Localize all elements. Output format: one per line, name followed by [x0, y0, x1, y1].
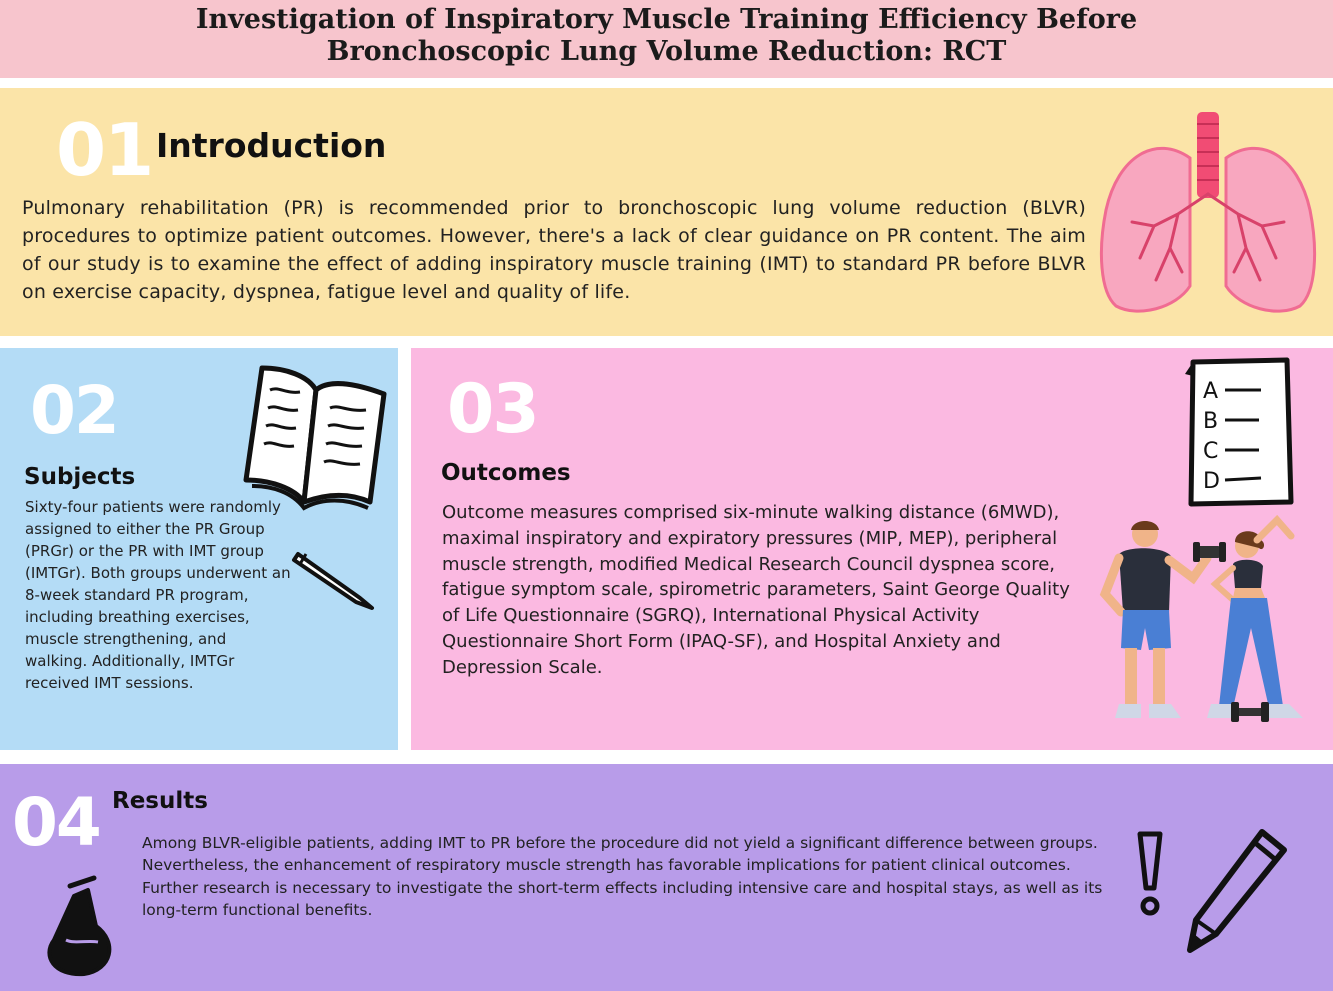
flask-icon	[40, 878, 120, 978]
exercising-people-illustration	[1097, 518, 1319, 728]
lungs-icon	[1096, 110, 1320, 318]
title-line-1: Investigation of Inspiratory Muscle Training Efficiency Before	[195, 4, 1138, 35]
section-number: 03	[447, 370, 538, 449]
checklist-letter: A	[1203, 379, 1219, 404]
title-banner	[0, 0, 1333, 78]
exclamation-icon	[1134, 830, 1166, 920]
pencil-icon	[1184, 826, 1288, 956]
checklist-letter: C	[1203, 439, 1219, 464]
section-number: 04	[12, 784, 100, 861]
pen-icon	[292, 546, 374, 610]
section-heading: Introduction	[156, 126, 387, 165]
title-line-2: Bronchoscopic Lung Volume Reduction: RCT	[326, 36, 1007, 67]
results-section	[0, 764, 1333, 991]
section-heading: Subjects	[24, 464, 136, 490]
introduction-text: Pulmonary rehabilitation (PR) is recommended prior to bronchoscopic lung volume reduction (BLVR) procedures to optimize patient outcomes. However, there's a lack of clear guidance on PR content. The aim of our study is to examine the effect of adding inspiratory muscle training (IMT) to standard PR before BLVR on exercise capacity, dyspnea, fatigue level and quality of life.	[22, 197, 1086, 303]
introduction-section	[0, 88, 1333, 336]
subjects-section	[0, 348, 398, 750]
outcomes-section	[411, 348, 1333, 750]
section-number: 02	[30, 372, 118, 449]
poster-title	[0, 4, 1333, 68]
section-heading: Outcomes	[441, 460, 571, 486]
section-heading: Results	[112, 788, 208, 814]
section-number: 01	[56, 108, 153, 192]
subjects-text: Sixty-four patients were randomly assigned to either the PR Group (PRGr) or the PR with IMT group (IMTGr). Both groups underwent an 8-week standard PR program, including breathing exercises, muscle strengthening, and walking. Additionally, IMTGr received IMT sessions.	[25, 498, 291, 692]
checklist-icon	[1179, 356, 1297, 508]
checklist-letter: B	[1203, 409, 1219, 434]
open-book-icon	[242, 362, 388, 508]
checklist-letter: D	[1203, 469, 1220, 494]
outcomes-text: Outcome measures comprised six-minute walking distance (6MWD), maximal inspiratory and expiratory pressures (MIP, MEP), peripheral muscle strength, modified Medical Research Council dyspnea score, fatigue symptom scale, spirometric parameters, Saint George Quality of Life Questionnaire (SGRQ), International Physical Activity Questionnaire Short Form (IPAQ-SF), and Hospital Anxiety and Depression Scale.	[442, 502, 1070, 678]
results-text: Among BLVR-eligible patients, adding IMT to PR before the procedure did not yield a significant difference between groups. Nevertheless, the enhancement of respiratory muscle strength has favorable implications for patient clinical outcomes. Further research is necessary to investigate the short-term effects including intensive care and hospital stays, as well as its long-term functional benefits.	[142, 834, 1103, 919]
